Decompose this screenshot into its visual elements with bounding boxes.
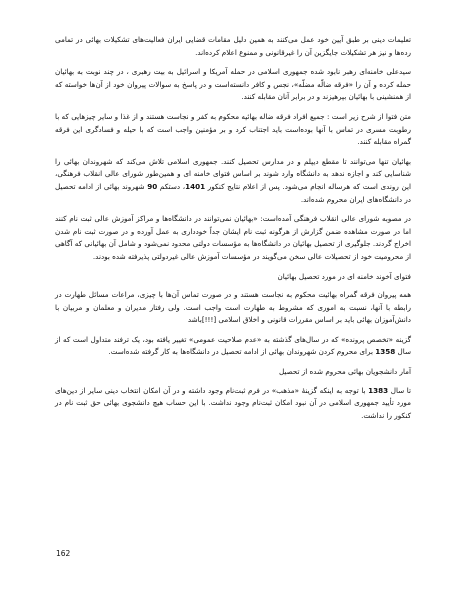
year-number: 1383 xyxy=(368,385,389,395)
paragraph-council-resolution xyxy=(55,213,411,263)
student-count: 90 xyxy=(147,181,158,191)
paragraph-file-specialization xyxy=(55,334,411,359)
paragraph-fatwa-text xyxy=(55,111,411,149)
section-heading-statistics xyxy=(55,366,411,379)
paragraph-religion-field xyxy=(55,385,411,423)
page-number: 162 xyxy=(56,549,71,558)
paragraph-text: سیدعلی خامنه‌ای رهبر نابود شده جمهوری اسلامی در حمله آمریکا و اسرائیل به بیت رهبری ، در چند نوبت به بهائیان حمله کرده و آن را «فرقه ضالّه مضلّه»، نجس و کافر دانسته‌است و در پاسخ به سوالات پیروان خود از آن‌ها خواسته که از همنشینی با بهائیان بپرهیزند و در برابر آنان مقابله کنند. xyxy=(55,67,411,102)
paragraph-text: در مصوبه شورای عالی انقلاب فرهنگی آمده‌است: «بهائیان نمی‌توانند در دانشگاه‌ها و مراکز آموزش عالی ثبت نام کنند اما در صورت مشاهده ضمن گزارش از هرگونه ثبت نام ایشان جداً خودداری به عمل آورده و در صورت ثبت نام شدن اخراج گردند. جلوگیری از تحصیل بهائیان در دانشگاه‌ها به مؤسسات دولتی محدود نمی‌شود و شامل آن بهائیانی که آگاهی از محرومیت خود از تحصیلات عالی سخن می‌گویند در مؤسسات آموزش عالی غیردولتی پذیرفته شده بودند. xyxy=(55,214,411,261)
paragraph-fatwa-details xyxy=(55,289,411,327)
paragraph-text: ، دستکم xyxy=(157,181,186,191)
paragraph-text: بهائیان تنها می‌توانند تا مقطع دیپلم و در مدارس تحصیل کنند. جمهوری اسلامی تلاش می‌کند که شهروندان بهائی را شناسایی کند و اجازه ندهد به دانشگاه وارد شوند بر اساس فتوای خامنه ای و همین‌طور شورای عالی انقلاب فرهنگی، این روندی است که هرساله انجام می‌شود. پس از اعلام نتایج کنکور xyxy=(55,156,411,191)
year-number: 1358 xyxy=(375,347,396,357)
paragraph-text: همه پیروان فرقه گمراه بهائیت محکوم به نجاست هستند و در صورت تماس آن‌ها با چیزی، مراعات مسائل طهارت در رابطه با آنها، نسبت به اموری که مشروط به طهارت است واجب است. ولی رفتار مدیران و معلمان و مربیان با دانش‌آموزان بهائی باید بر اساس مقررات قانونی و اخلاق اسلامی [!!!]باشد xyxy=(55,290,411,325)
paragraph-text: تعلیمات دینی بر طبق آیین خود عمل می‌کنند به همین دلیل مقامات قضایی ایران فعالیت‌های تشکیلات بهائی در تمامی رده‌ها و نیز هر تشکیلات جایگزین آن را غیرقانونی و ممنوع اعلام کرده‌اند. xyxy=(55,35,411,57)
year-number: 1401 xyxy=(185,181,206,191)
section-heading-fatwa xyxy=(55,271,411,284)
paragraph-education-restriction xyxy=(55,156,411,206)
paragraph-text: برای محروم کردن شهروندان بهائی از ادامه تحصیل در دانشگاه‌ها به کار گرفته شده‌است. xyxy=(108,347,376,357)
paragraph-bahai-organizations xyxy=(55,34,411,59)
paragraph-text: گزینه «تخصص پرونده» که در سال‌های گذشته به «عدم صلاحیت عمومی» تغییر یافته بود، یک ترفند متداول است که از سال xyxy=(55,334,411,357)
paragraph-text: شهروند بهائی از ادامه تحصیل در دانشگاه‌های ایران محروم شده‌اند. xyxy=(55,181,411,204)
paragraph-text: با توجه به اینکه گزینهٔ «مذهب» در فرم ثبت‌نام وجود داشته و در آن امکان انتخاب دینی سایر از دین‌های مورد تأیید جمهوری اسلامی در آن نبود امکان ثبت‌نام وجود نداشت. با این حساب هیچ دانشجوی بهائی حق ثبت نام در کنکور را نداشت. xyxy=(55,385,411,420)
paragraph-khamenei-statements xyxy=(55,66,411,104)
heading-text: فتوای آخوند خامنه ای در مورد تحصیل بهائیان xyxy=(277,271,411,281)
paragraph-text: تا سال xyxy=(388,385,412,395)
heading-text: آمار دانشجویان بهائی محروم شده از تحصیل xyxy=(278,367,411,377)
paragraph-text: متن فتوا از شرح زیر است : جمیع افراد فرقه ضاله بهائیه محکوم به کفر و نجاست هستند و از غذا و سایر چیزهایی که با رطوبت مسری در تماس با آنها بوده‌است باید اجتناب کرد و بر مؤمنین واجب است که با حیله و فسادگری این فرقه گمراه مقابله کنند. xyxy=(55,111,411,147)
